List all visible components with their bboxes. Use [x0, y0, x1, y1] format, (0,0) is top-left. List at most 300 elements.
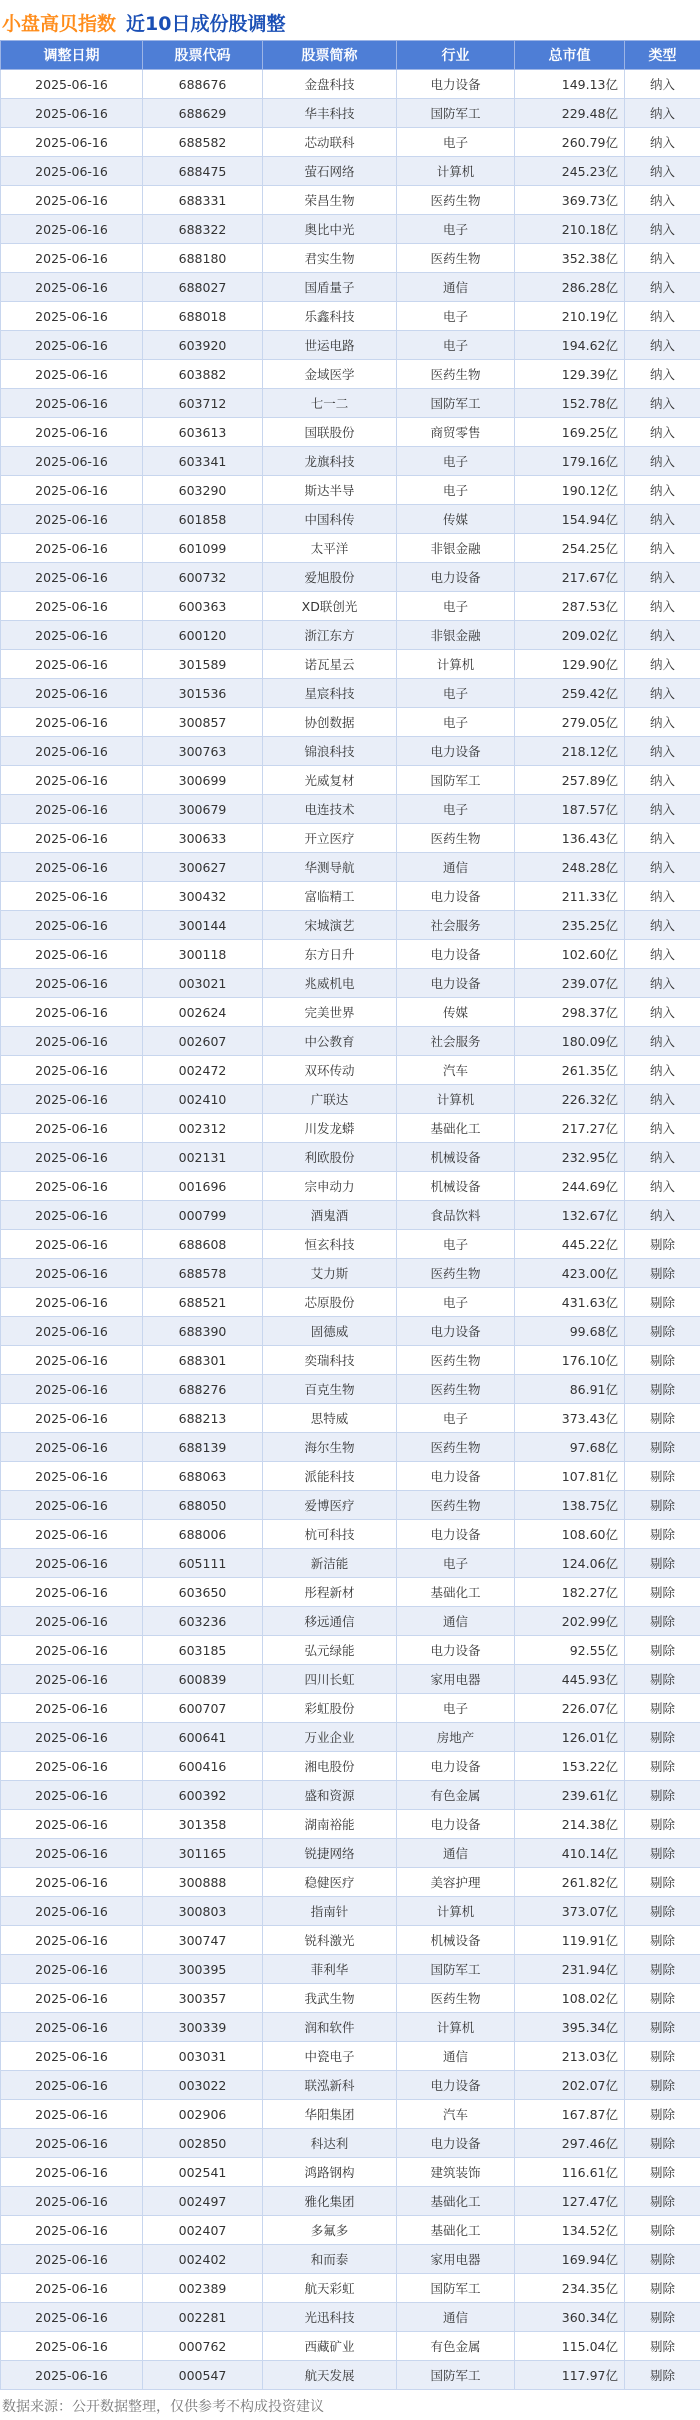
table-row: [1, 1955, 700, 1984]
page-subtitle: 近10日成份股调整: [126, 12, 286, 35]
cell-type: 剔除: [625, 1636, 700, 1665]
cell-industry: 电力设备: [397, 563, 515, 592]
cell-date: 2025-06-16: [1, 1897, 143, 1926]
cell-industry: 美容护理: [397, 1868, 515, 1897]
cell-market-cap: 194.62亿: [515, 331, 625, 360]
cell-date: 2025-06-16: [1, 1143, 143, 1172]
cell-market-cap: 213.03亿: [515, 2042, 625, 2071]
cell-type: 剔除: [625, 1897, 700, 1926]
table-row: [1, 1027, 700, 1056]
cell-name: 宋城演艺: [263, 911, 397, 940]
cell-code: 688390: [143, 1317, 263, 1346]
cell-name: 萤石网络: [263, 157, 397, 186]
cell-market-cap: 244.69亿: [515, 1172, 625, 1201]
cell-name: 多氟多: [263, 2216, 397, 2245]
cell-date: 2025-06-16: [1, 186, 143, 215]
cell-name: 航天彩虹: [263, 2274, 397, 2303]
cell-date: 2025-06-16: [1, 1201, 143, 1230]
cell-industry: 非银金融: [397, 621, 515, 650]
cell-industry: 有色金属: [397, 1781, 515, 1810]
cell-type: 纳入: [625, 1056, 700, 1085]
column-header-industry: 行业: [397, 41, 515, 70]
cell-code: 688582: [143, 128, 263, 157]
cell-code: 003021: [143, 969, 263, 998]
cell-industry: 通信: [397, 1839, 515, 1868]
cell-industry: 机械设备: [397, 1143, 515, 1172]
cell-industry: 非银金融: [397, 534, 515, 563]
cell-market-cap: 235.25亿: [515, 911, 625, 940]
constituent-table-container: [0, 40, 700, 2390]
cell-date: 2025-06-16: [1, 1027, 143, 1056]
cell-name: 移远通信: [263, 1607, 397, 1636]
cell-code: 603882: [143, 360, 263, 389]
cell-date: 2025-06-16: [1, 1317, 143, 1346]
cell-date: 2025-06-16: [1, 1346, 143, 1375]
cell-date: 2025-06-16: [1, 2216, 143, 2245]
cell-name: 锦浪科技: [263, 737, 397, 766]
cell-code: 600707: [143, 1694, 263, 1723]
table-row: [1, 476, 700, 505]
cell-code: 688180: [143, 244, 263, 273]
cell-type: 剔除: [625, 2332, 700, 2361]
cell-type: 剔除: [625, 1955, 700, 1984]
cell-code: 002850: [143, 2129, 263, 2158]
table-row: [1, 1897, 700, 1926]
cell-market-cap: 298.37亿: [515, 998, 625, 1027]
cell-industry: 商贸零售: [397, 418, 515, 447]
cell-market-cap: 445.22亿: [515, 1230, 625, 1259]
cell-code: 002497: [143, 2187, 263, 2216]
cell-type: 剔除: [625, 1375, 700, 1404]
cell-type: 纳入: [625, 998, 700, 1027]
cell-market-cap: 286.28亿: [515, 273, 625, 302]
cell-industry: 电力设备: [397, 1520, 515, 1549]
cell-market-cap: 176.10亿: [515, 1346, 625, 1375]
cell-type: 剔除: [625, 2274, 700, 2303]
cell-date: 2025-06-16: [1, 679, 143, 708]
cell-market-cap: 138.75亿: [515, 1491, 625, 1520]
cell-date: 2025-06-16: [1, 737, 143, 766]
cell-name: 联泓新科: [263, 2071, 397, 2100]
table-row: [1, 2013, 700, 2042]
table-row: [1, 1143, 700, 1172]
cell-industry: 社会服务: [397, 1027, 515, 1056]
cell-name: 光威复材: [263, 766, 397, 795]
cell-code: 300699: [143, 766, 263, 795]
table-row: [1, 1520, 700, 1549]
cell-market-cap: 239.61亿: [515, 1781, 625, 1810]
cell-date: 2025-06-16: [1, 1520, 143, 1549]
table-row: [1, 1984, 700, 2013]
cell-code: 003022: [143, 2071, 263, 2100]
cell-date: 2025-06-16: [1, 1694, 143, 1723]
cell-code: 688213: [143, 1404, 263, 1433]
cell-market-cap: 287.53亿: [515, 592, 625, 621]
cell-code: 688676: [143, 70, 263, 99]
cell-date: 2025-06-16: [1, 795, 143, 824]
cell-name: 芯动联科: [263, 128, 397, 157]
cell-code: 300432: [143, 882, 263, 911]
cell-date: 2025-06-16: [1, 1752, 143, 1781]
table-row: [1, 1056, 700, 1085]
cell-type: 剔除: [625, 1549, 700, 1578]
cell-name: 兆威机电: [263, 969, 397, 998]
cell-market-cap: 217.27亿: [515, 1114, 625, 1143]
cell-name: 彤程新材: [263, 1578, 397, 1607]
cell-market-cap: 182.27亿: [515, 1578, 625, 1607]
cell-type: 剔除: [625, 1694, 700, 1723]
cell-name: 派能科技: [263, 1462, 397, 1491]
cell-code: 002312: [143, 1114, 263, 1143]
cell-type: 剔除: [625, 1491, 700, 1520]
cell-type: 剔除: [625, 1868, 700, 1897]
cell-date: 2025-06-16: [1, 1085, 143, 1114]
cell-industry: 基础化工: [397, 1578, 515, 1607]
cell-industry: 电力设备: [397, 940, 515, 969]
cell-name: 指南针: [263, 1897, 397, 1926]
cell-code: 002607: [143, 1027, 263, 1056]
cell-industry: 电力设备: [397, 1636, 515, 1665]
cell-industry: 建筑装饰: [397, 2158, 515, 2187]
cell-type: 剔除: [625, 2071, 700, 2100]
cell-name: 万业企业: [263, 1723, 397, 1752]
table-row: [1, 824, 700, 853]
cell-market-cap: 108.60亿: [515, 1520, 625, 1549]
cell-industry: 电子: [397, 215, 515, 244]
cell-code: 300888: [143, 1868, 263, 1897]
cell-code: 605111: [143, 1549, 263, 1578]
cell-market-cap: 259.42亿: [515, 679, 625, 708]
cell-name: 华测导航: [263, 853, 397, 882]
cell-type: 剔除: [625, 1607, 700, 1636]
table-row: [1, 1694, 700, 1723]
cell-code: 688331: [143, 186, 263, 215]
cell-date: 2025-06-16: [1, 505, 143, 534]
table-row: [1, 128, 700, 157]
cell-date: 2025-06-16: [1, 998, 143, 1027]
cell-type: 纳入: [625, 621, 700, 650]
cell-code: 002389: [143, 2274, 263, 2303]
cell-date: 2025-06-16: [1, 447, 143, 476]
cell-market-cap: 115.04亿: [515, 2332, 625, 2361]
cell-industry: 医药生物: [397, 244, 515, 273]
cell-date: 2025-06-16: [1, 1578, 143, 1607]
cell-market-cap: 179.16亿: [515, 447, 625, 476]
cell-type: 纳入: [625, 592, 700, 621]
cell-name: 中国科传: [263, 505, 397, 534]
table-row: [1, 1201, 700, 1230]
column-header-code: 股票代码: [143, 41, 263, 70]
cell-date: 2025-06-16: [1, 1955, 143, 1984]
cell-type: 剔除: [625, 1346, 700, 1375]
cell-code: 688276: [143, 1375, 263, 1404]
table-row: [1, 273, 700, 302]
cell-type: 剔除: [625, 1317, 700, 1346]
cell-type: 纳入: [625, 766, 700, 795]
cell-industry: 家用电器: [397, 2245, 515, 2274]
cell-industry: 房地产: [397, 1723, 515, 1752]
cell-type: 剔除: [625, 1723, 700, 1752]
cell-name: 太平洋: [263, 534, 397, 563]
cell-industry: 计算机: [397, 1897, 515, 1926]
cell-market-cap: 248.28亿: [515, 853, 625, 882]
cell-type: 剔除: [625, 1984, 700, 2013]
cell-date: 2025-06-16: [1, 1868, 143, 1897]
cell-code: 688027: [143, 273, 263, 302]
cell-type: 纳入: [625, 853, 700, 882]
cell-code: 301589: [143, 650, 263, 679]
table-row: [1, 766, 700, 795]
cell-date: 2025-06-16: [1, 1375, 143, 1404]
cell-code: 603290: [143, 476, 263, 505]
cell-date: 2025-06-16: [1, 969, 143, 998]
cell-industry: 国防军工: [397, 389, 515, 418]
cell-market-cap: 127.47亿: [515, 2187, 625, 2216]
cell-name: 海尔生物: [263, 1433, 397, 1462]
cell-type: 纳入: [625, 679, 700, 708]
page-title-bar: [0, 0, 700, 44]
cell-type: 纳入: [625, 1085, 700, 1114]
table-row: [1, 563, 700, 592]
table-row: [1, 2332, 700, 2361]
cell-type: 纳入: [625, 795, 700, 824]
cell-date: 2025-06-16: [1, 360, 143, 389]
cell-industry: 通信: [397, 853, 515, 882]
cell-code: 603613: [143, 418, 263, 447]
table-row: [1, 621, 700, 650]
cell-market-cap: 152.78亿: [515, 389, 625, 418]
cell-type: 纳入: [625, 476, 700, 505]
cell-date: 2025-06-16: [1, 592, 143, 621]
cell-code: 300118: [143, 940, 263, 969]
cell-type: 剔除: [625, 1926, 700, 1955]
table-row: [1, 418, 700, 447]
cell-name: 湘电股份: [263, 1752, 397, 1781]
cell-name: 湖南裕能: [263, 1810, 397, 1839]
cell-code: 003031: [143, 2042, 263, 2071]
cell-name: XD联创光: [263, 592, 397, 621]
cell-market-cap: 214.38亿: [515, 1810, 625, 1839]
cell-date: 2025-06-16: [1, 766, 143, 795]
cell-market-cap: 410.14亿: [515, 1839, 625, 1868]
cell-type: 纳入: [625, 447, 700, 476]
cell-date: 2025-06-16: [1, 418, 143, 447]
cell-market-cap: 232.95亿: [515, 1143, 625, 1172]
cell-code: 688050: [143, 1491, 263, 1520]
cell-date: 2025-06-16: [1, 2245, 143, 2274]
cell-name: 电连技术: [263, 795, 397, 824]
cell-name: 光迅科技: [263, 2303, 397, 2332]
cell-date: 2025-06-16: [1, 882, 143, 911]
cell-name: 完美世界: [263, 998, 397, 1027]
table-row: [1, 2274, 700, 2303]
cell-name: 稳健医疗: [263, 1868, 397, 1897]
cell-name: 雅化集团: [263, 2187, 397, 2216]
cell-industry: 电子: [397, 1549, 515, 1578]
cell-code: 688578: [143, 1259, 263, 1288]
cell-date: 2025-06-16: [1, 302, 143, 331]
cell-industry: 电子: [397, 447, 515, 476]
cell-market-cap: 119.91亿: [515, 1926, 625, 1955]
table-row: [1, 911, 700, 940]
table-row: [1, 534, 700, 563]
table-row: [1, 1810, 700, 1839]
cell-type: 纳入: [625, 737, 700, 766]
cell-code: 002472: [143, 1056, 263, 1085]
cell-date: 2025-06-16: [1, 157, 143, 186]
cell-date: 2025-06-16: [1, 1462, 143, 1491]
cell-date: 2025-06-16: [1, 1056, 143, 1085]
cell-date: 2025-06-16: [1, 1636, 143, 1665]
cell-market-cap: 210.19亿: [515, 302, 625, 331]
cell-industry: 电子: [397, 795, 515, 824]
table-row: [1, 737, 700, 766]
cell-type: 剔除: [625, 1665, 700, 1694]
cell-industry: 汽车: [397, 1056, 515, 1085]
cell-market-cap: 116.61亿: [515, 2158, 625, 2187]
cell-code: 002131: [143, 1143, 263, 1172]
cell-date: 2025-06-16: [1, 2158, 143, 2187]
cell-date: 2025-06-16: [1, 853, 143, 882]
cell-code: 688063: [143, 1462, 263, 1491]
table-row: [1, 853, 700, 882]
cell-industry: 电子: [397, 476, 515, 505]
cell-date: 2025-06-16: [1, 1230, 143, 1259]
cell-industry: 电子: [397, 1230, 515, 1259]
cell-date: 2025-06-16: [1, 1491, 143, 1520]
cell-code: 688018: [143, 302, 263, 331]
cell-market-cap: 126.01亿: [515, 1723, 625, 1752]
cell-type: 纳入: [625, 911, 700, 940]
cell-name: 斯达半导: [263, 476, 397, 505]
cell-date: 2025-06-16: [1, 1172, 143, 1201]
cell-type: 剔除: [625, 2100, 700, 2129]
cell-date: 2025-06-16: [1, 824, 143, 853]
cell-type: 纳入: [625, 882, 700, 911]
cell-name: 航天发展: [263, 2361, 397, 2390]
cell-date: 2025-06-16: [1, 708, 143, 737]
cell-industry: 通信: [397, 2042, 515, 2071]
cell-market-cap: 190.12亿: [515, 476, 625, 505]
cell-market-cap: 167.87亿: [515, 2100, 625, 2129]
table-row: [1, 2216, 700, 2245]
table-row: [1, 1665, 700, 1694]
cell-type: 剔除: [625, 1520, 700, 1549]
cell-industry: 计算机: [397, 1085, 515, 1114]
cell-name: 利欧股份: [263, 1143, 397, 1172]
table-row: [1, 795, 700, 824]
table-row: [1, 331, 700, 360]
table-row: [1, 99, 700, 128]
cell-market-cap: 360.34亿: [515, 2303, 625, 2332]
cell-name: 荣昌生物: [263, 186, 397, 215]
cell-market-cap: 369.73亿: [515, 186, 625, 215]
cell-date: 2025-06-16: [1, 389, 143, 418]
table-row: [1, 998, 700, 1027]
cell-name: 我武生物: [263, 1984, 397, 2013]
cell-type: 纳入: [625, 244, 700, 273]
cell-date: 2025-06-16: [1, 1810, 143, 1839]
cell-name: 爱旭股份: [263, 563, 397, 592]
cell-type: 剔除: [625, 2042, 700, 2071]
cell-market-cap: 187.57亿: [515, 795, 625, 824]
cell-name: 国盾量子: [263, 273, 397, 302]
table-row: [1, 1317, 700, 1346]
cell-code: 002906: [143, 2100, 263, 2129]
table-row: [1, 1578, 700, 1607]
cell-date: 2025-06-16: [1, 2013, 143, 2042]
cell-market-cap: 257.89亿: [515, 766, 625, 795]
cell-code: 688608: [143, 1230, 263, 1259]
cell-code: 603650: [143, 1578, 263, 1607]
cell-market-cap: 107.81亿: [515, 1462, 625, 1491]
cell-market-cap: 134.52亿: [515, 2216, 625, 2245]
cell-date: 2025-06-16: [1, 128, 143, 157]
cell-market-cap: 229.48亿: [515, 99, 625, 128]
cell-industry: 电子: [397, 128, 515, 157]
cell-type: 纳入: [625, 128, 700, 157]
cell-name: 弘元绿能: [263, 1636, 397, 1665]
cell-industry: 通信: [397, 1607, 515, 1636]
table-row: [1, 1433, 700, 1462]
table-row: [1, 2158, 700, 2187]
table-row: [1, 650, 700, 679]
cell-name: 思特威: [263, 1404, 397, 1433]
cell-market-cap: 129.39亿: [515, 360, 625, 389]
cell-date: 2025-06-16: [1, 2332, 143, 2361]
cell-code: 000762: [143, 2332, 263, 2361]
cell-date: 2025-06-16: [1, 99, 143, 128]
cell-market-cap: 352.38亿: [515, 244, 625, 273]
cell-name: 国联股份: [263, 418, 397, 447]
table-header-row: [1, 41, 700, 70]
cell-type: 纳入: [625, 650, 700, 679]
cell-market-cap: 260.79亿: [515, 128, 625, 157]
table-row: [1, 1839, 700, 1868]
cell-type: 纳入: [625, 969, 700, 998]
cell-code: 300803: [143, 1897, 263, 1926]
cell-market-cap: 124.06亿: [515, 1549, 625, 1578]
table-row: [1, 244, 700, 273]
cell-name: 诺瓦星云: [263, 650, 397, 679]
cell-type: 纳入: [625, 1114, 700, 1143]
cell-code: 688322: [143, 215, 263, 244]
cell-type: 纳入: [625, 389, 700, 418]
cell-market-cap: 117.97亿: [515, 2361, 625, 2390]
cell-type: 纳入: [625, 1172, 700, 1201]
cell-date: 2025-06-16: [1, 476, 143, 505]
cell-name: 恒玄科技: [263, 1230, 397, 1259]
cell-market-cap: 373.43亿: [515, 1404, 625, 1433]
cell-date: 2025-06-16: [1, 2274, 143, 2303]
table-row: [1, 1085, 700, 1114]
cell-industry: 计算机: [397, 157, 515, 186]
table-row: [1, 2129, 700, 2158]
cell-name: 君实生物: [263, 244, 397, 273]
table-body: [1, 70, 700, 2390]
cell-industry: 社会服务: [397, 911, 515, 940]
cell-market-cap: 97.68亿: [515, 1433, 625, 1462]
cell-name: 酒鬼酒: [263, 1201, 397, 1230]
cell-industry: 电子: [397, 1694, 515, 1723]
cell-name: 固德威: [263, 1317, 397, 1346]
cell-name: 宗申动力: [263, 1172, 397, 1201]
cell-type: 剔除: [625, 1810, 700, 1839]
cell-name: 中瓷电子: [263, 2042, 397, 2071]
cell-code: 601099: [143, 534, 263, 563]
table-row: [1, 1288, 700, 1317]
table-row: [1, 1491, 700, 1520]
